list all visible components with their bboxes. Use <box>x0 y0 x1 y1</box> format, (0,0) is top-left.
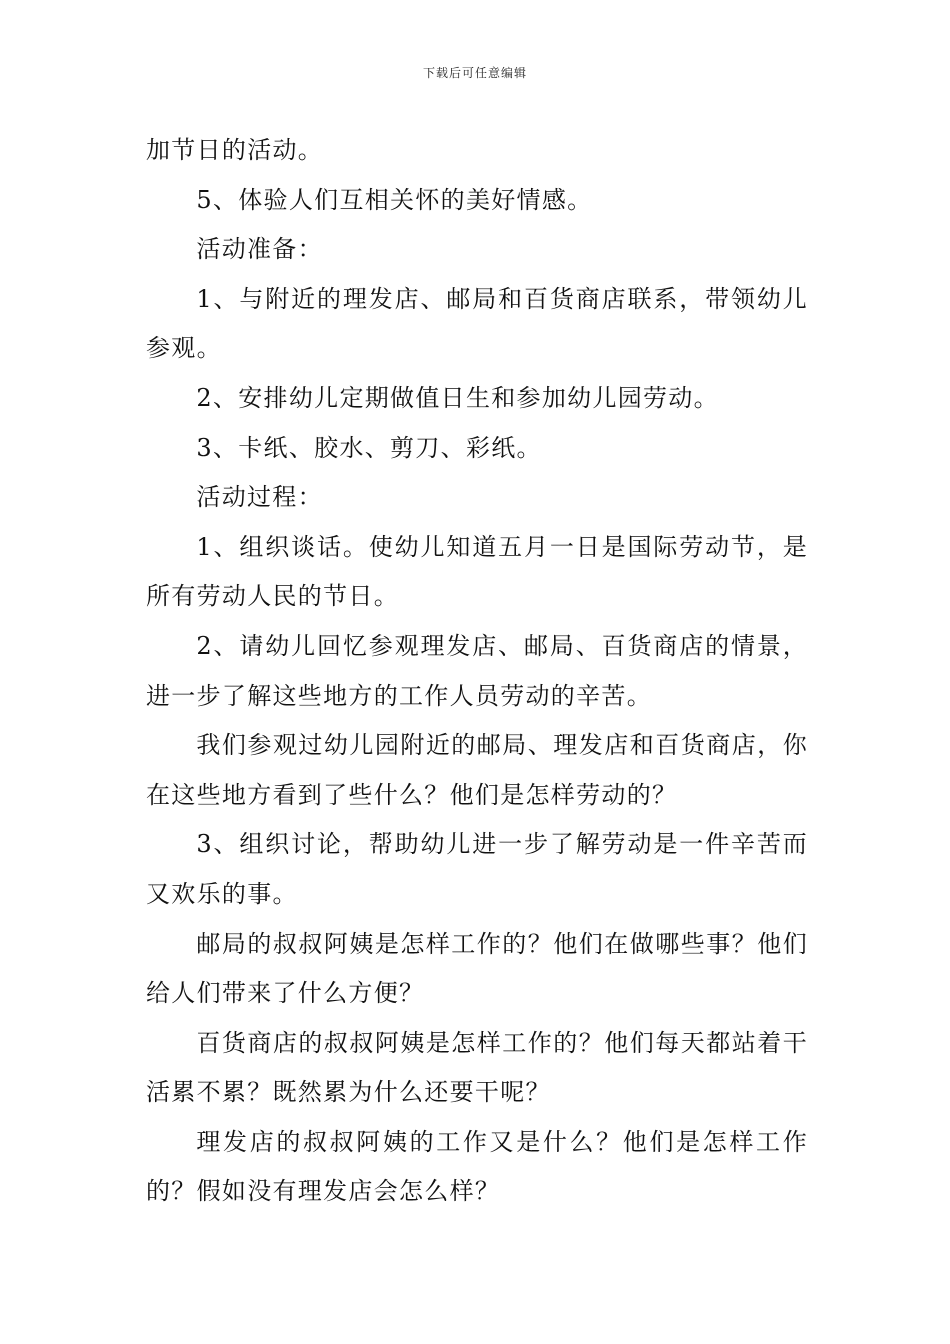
page-header-note: 下载后可任意编辑 <box>422 66 527 80</box>
paragraph: 1、与附近的理发店、邮局和百货商店联系，带领幼儿参观。 <box>146 284 808 363</box>
paragraph: 2、请幼儿回忆参观理发店、邮局、百货商店的情景，进一步了解这些地方的工作人员劳动的辛苦。 <box>146 631 808 710</box>
paragraph: 3、卡纸、胶水、剪刀、彩纸。 <box>196 433 542 462</box>
paragraph: 我们参观过幼儿园附近的邮局、理发店和百货商店，你在这些地方看到了些什么？他们是怎样劳动的？ <box>146 731 808 809</box>
paragraph: 5、体验人们互相关怀的美好情感。 <box>196 185 593 214</box>
paragraph: 2、安排幼儿定期做值日生和参加幼儿园劳动。 <box>196 383 719 412</box>
paragraph: 理发店的叔叔阿姨的工作又是什么？他们是怎样工作的？假如没有理发店会怎么样？ <box>146 1127 808 1206</box>
section-heading: 活动过程： <box>196 483 323 512</box>
paragraph: 1、组织谈话。使幼儿知道五月一日是国际劳动节，是所有劳动人民的节日。 <box>146 532 808 611</box>
section-heading: 活动准备： <box>196 235 323 264</box>
paragraph: 3、组织讨论，帮助幼儿进一步了解劳动是一件辛苦而又欢乐的事。 <box>146 830 808 908</box>
paragraph: 邮局的叔叔阿姨是怎样工作的？他们在做哪些事？他们给人们带来了什么方便？ <box>146 929 808 1008</box>
paragraph: 加节日的活动。 <box>146 136 324 164</box>
document-body <box>146 126 808 1217</box>
paragraph: 百货商店的叔叔阿姨是怎样工作的？他们每天都站着干活累不累？既然累为什么还要干呢？ <box>146 1028 808 1107</box>
